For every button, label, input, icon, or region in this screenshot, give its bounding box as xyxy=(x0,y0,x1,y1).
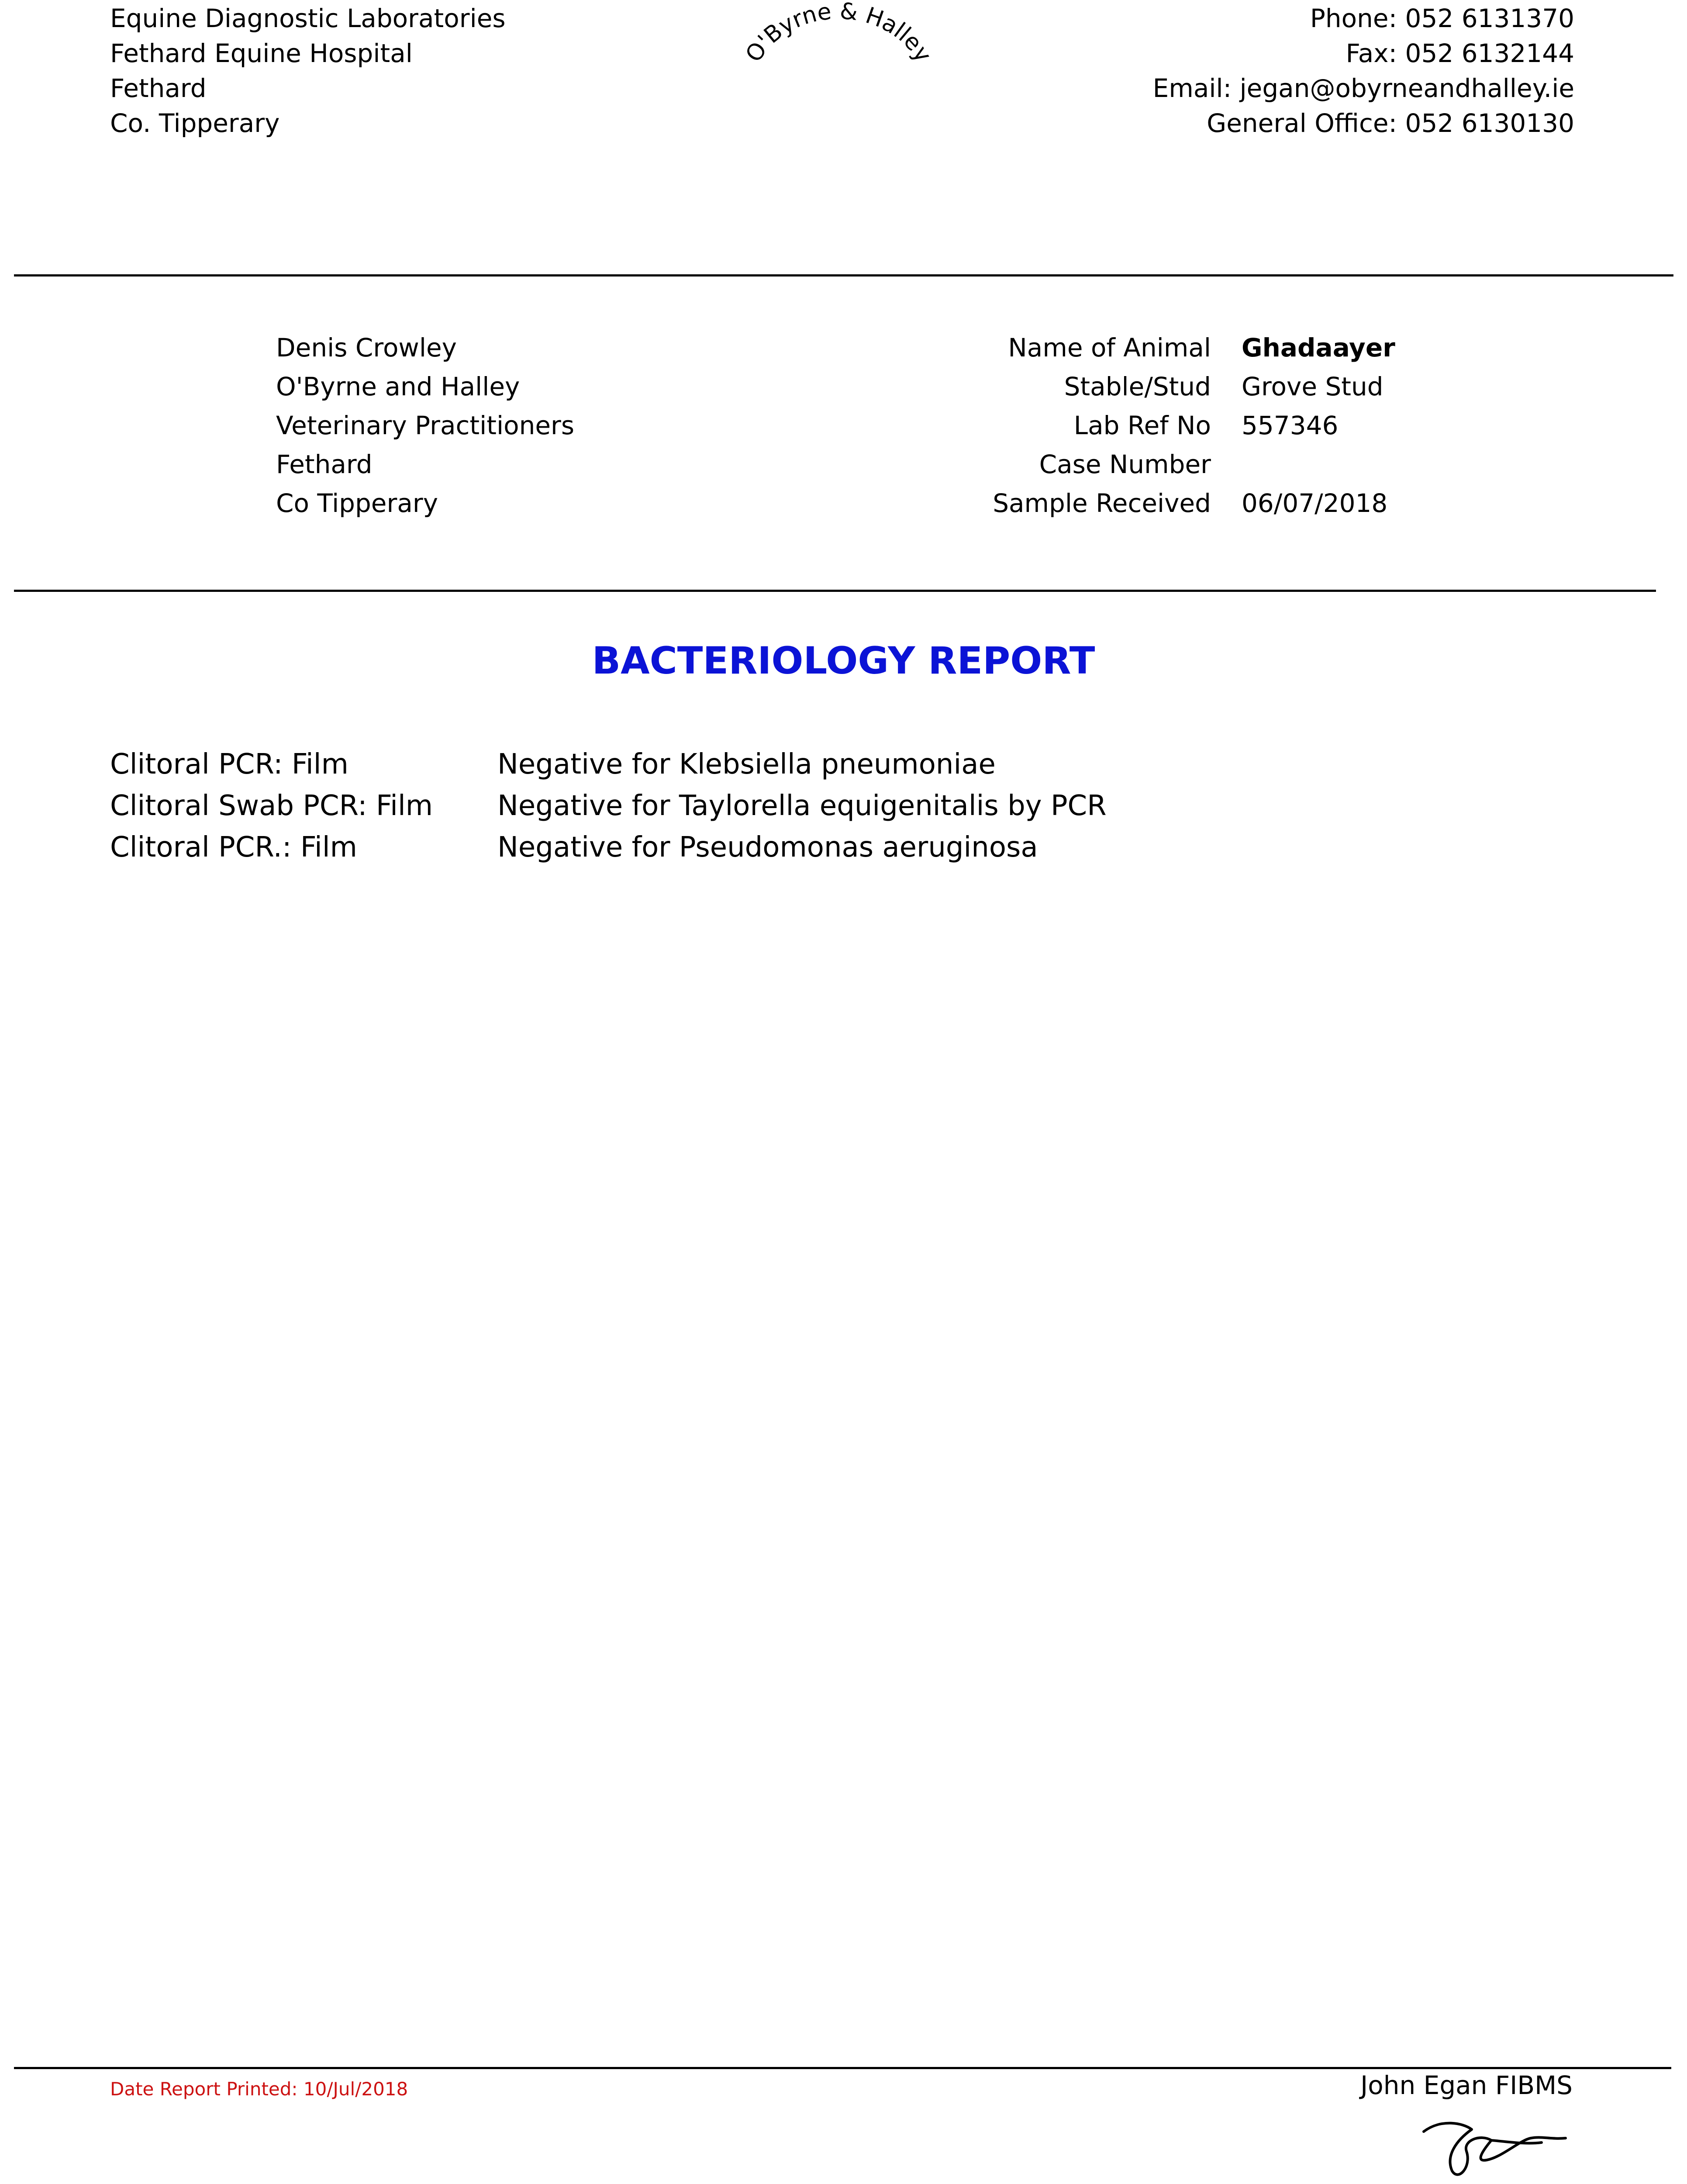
case-number-label: Case Number xyxy=(1039,449,1211,479)
animal-name-value: Ghadaayer xyxy=(1242,333,1395,363)
recipient-address xyxy=(276,328,574,523)
animal-details-labels xyxy=(818,328,1211,523)
report-title: BACTERIOLOGY REPORT xyxy=(592,639,1095,683)
signature-icon xyxy=(1415,2114,1581,2184)
stable-stud-value: Grove Stud xyxy=(1242,372,1383,401)
lab-address-line: Equine Diagnostic Laboratories xyxy=(110,3,506,33)
general-office-line: General Office: 052 6130130 xyxy=(1207,108,1574,138)
details-divider xyxy=(14,590,1656,592)
recipient-line: Co Tipperary xyxy=(276,488,438,518)
result-row xyxy=(110,785,1107,826)
lab-address xyxy=(110,1,506,141)
case-number-value xyxy=(1242,445,1395,484)
fax-line: Fax: 052 6132144 xyxy=(1345,38,1574,68)
test-name: Clitoral Swab PCR: Film xyxy=(110,789,433,822)
lab-ref-value: 557346 xyxy=(1242,411,1339,440)
recipient-line: Fethard xyxy=(276,449,373,479)
test-result: Negative for Klebsiella pneumoniae xyxy=(497,748,996,781)
signer-name: John Egan FIBMS xyxy=(1360,2070,1573,2100)
header-divider xyxy=(14,274,1673,276)
lab-address-line: Fethard xyxy=(110,73,207,103)
animal-details-values xyxy=(1242,328,1395,523)
recipient-line: Veterinary Practitioners xyxy=(276,411,575,440)
sample-received-value: 06/07/2018 xyxy=(1242,488,1388,518)
result-row xyxy=(110,826,1107,868)
logo-text: O'Byrne & Halley xyxy=(740,0,937,67)
result-row xyxy=(110,743,1107,785)
recipient-line: Denis Crowley xyxy=(276,333,457,363)
lab-ref-label: Lab Ref No xyxy=(1073,411,1211,440)
lab-address-line: Co. Tipperary xyxy=(110,108,280,138)
recipient-line: O'Byrne and Halley xyxy=(276,372,520,401)
results-list xyxy=(110,743,1107,868)
sample-received-label: Sample Received xyxy=(993,488,1211,518)
footer-divider xyxy=(14,2067,1671,2069)
contact-info xyxy=(876,1,1574,141)
test-result: Negative for Taylorella equigenitalis by PCR xyxy=(497,789,1107,822)
phone-line: Phone: 052 6131370 xyxy=(1310,3,1574,33)
stable-stud-label: Stable/Stud xyxy=(1064,372,1211,401)
test-name: Clitoral PCR.: Film xyxy=(110,831,357,864)
test-name: Clitoral PCR: Film xyxy=(110,748,348,781)
lab-address-line: Fethard Equine Hospital xyxy=(110,38,413,68)
animal-name-label: Name of Animal xyxy=(1008,333,1211,363)
date-printed: Date Report Printed: 10/Jul/2018 xyxy=(110,2078,408,2100)
test-result: Negative for Pseudomonas aeruginosa xyxy=(497,831,1038,864)
email-line: Email: jegan@obyrneandhalley.ie xyxy=(1152,73,1574,103)
